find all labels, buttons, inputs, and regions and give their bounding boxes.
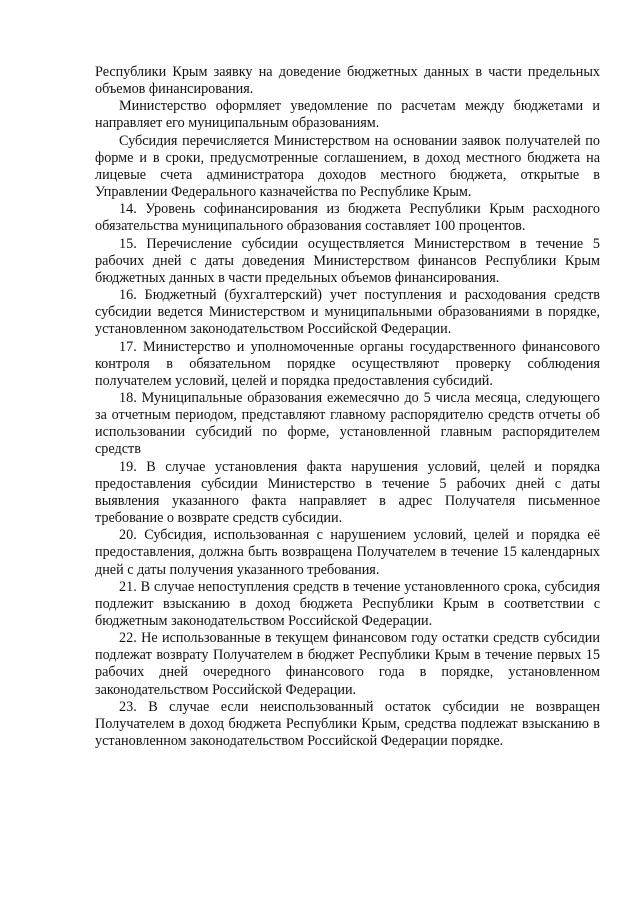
paragraph-17: 17. Министерство и уполномоченные органы государственного финансового контроля в обязательном порядке осуществляют проверку соблюдения получателем условий, целей и порядка предоставления субсидий. — [95, 338, 600, 389]
paragraph-subsidy-transfer: Субсидия перечисляется Министерством на основании заявок получателей по форме и в сроки, предусмотренные соглашением, в доход местного бюджета на лицевые счета администратора доходов местного бюджета, открытые в Управлении Федерального казначейства по Республике Крым. — [95, 132, 600, 201]
paragraph-23: 23. В случае если неиспользованный остаток субсидии не возвращен Получателем в доход бюджета Республики Крым, средства подлежат взысканию в установленном законодательством Российской Федерации порядке. — [95, 698, 600, 750]
paragraph-18: 18. Муниципальные образования ежемесячно до 5 числа месяца, следующего за отчетным периодом, представляют главному распорядителю средств отчеты об использовании субсидий по форме, установленной главным распорядителем средств — [95, 389, 600, 458]
paragraph-notification: Министерство оформляет уведомление по расчетам между бюджетами и направляет его муниципальным образованиям. — [95, 98, 600, 132]
paragraph-20: 20. Субсидия, использованная с нарушением условий, целей и порядка её предоставления, должна быть возвращена Получателем в течение 15 календарных дней с даты получения указанного требования. — [95, 527, 600, 578]
document-page — [95, 64, 600, 750]
paragraph-21: 21. В случае непоступления средств в течение установленного срока, субсидия подлежит взысканию в доход бюджета Республики Крым в соответствии с бюджетным законодательством Российской Федерации. — [95, 578, 600, 629]
paragraph-16: 16. Бюджетный (бухгалтерский) учет поступления и расходования средств субсидии ведется Министерством и муниципальными образованиями в порядке, установленном законодательством Российской Федерации. — [95, 287, 600, 338]
paragraph-continuation: Республики Крым заявку на доведение бюджетных данных в части предельных объемов финансирования. — [95, 64, 600, 98]
paragraph-19: 19. В случае установления факта нарушения условий, целей и порядка предоставления субсидии Министерство в течение 5 рабочих дней с даты выявления указанного факта направляет в адрес Получателя письменное требование о возврате средств субсидии. — [95, 458, 600, 527]
paragraph-22: 22. Не использованные в текущем финансовом году остатки средств субсидии подлежат возврату Получателем в бюджет Республики Крым в течение первых 15 рабочих дней очередного финансового года в порядке, установленном законодательством Российской Федерации. — [95, 630, 600, 698]
paragraph-15: 15. Перечисление субсидии осуществляется Министерством в течение 5 рабочих дней с даты доведения Министерством финансов Республики Крым бюджетных данных в части предельных объемов финансирования. — [95, 235, 600, 286]
paragraph-14: 14. Уровень софинансирования из бюджета Республики Крым расходного обязательства муниципального образования составляет 100 процентов. — [95, 201, 600, 235]
